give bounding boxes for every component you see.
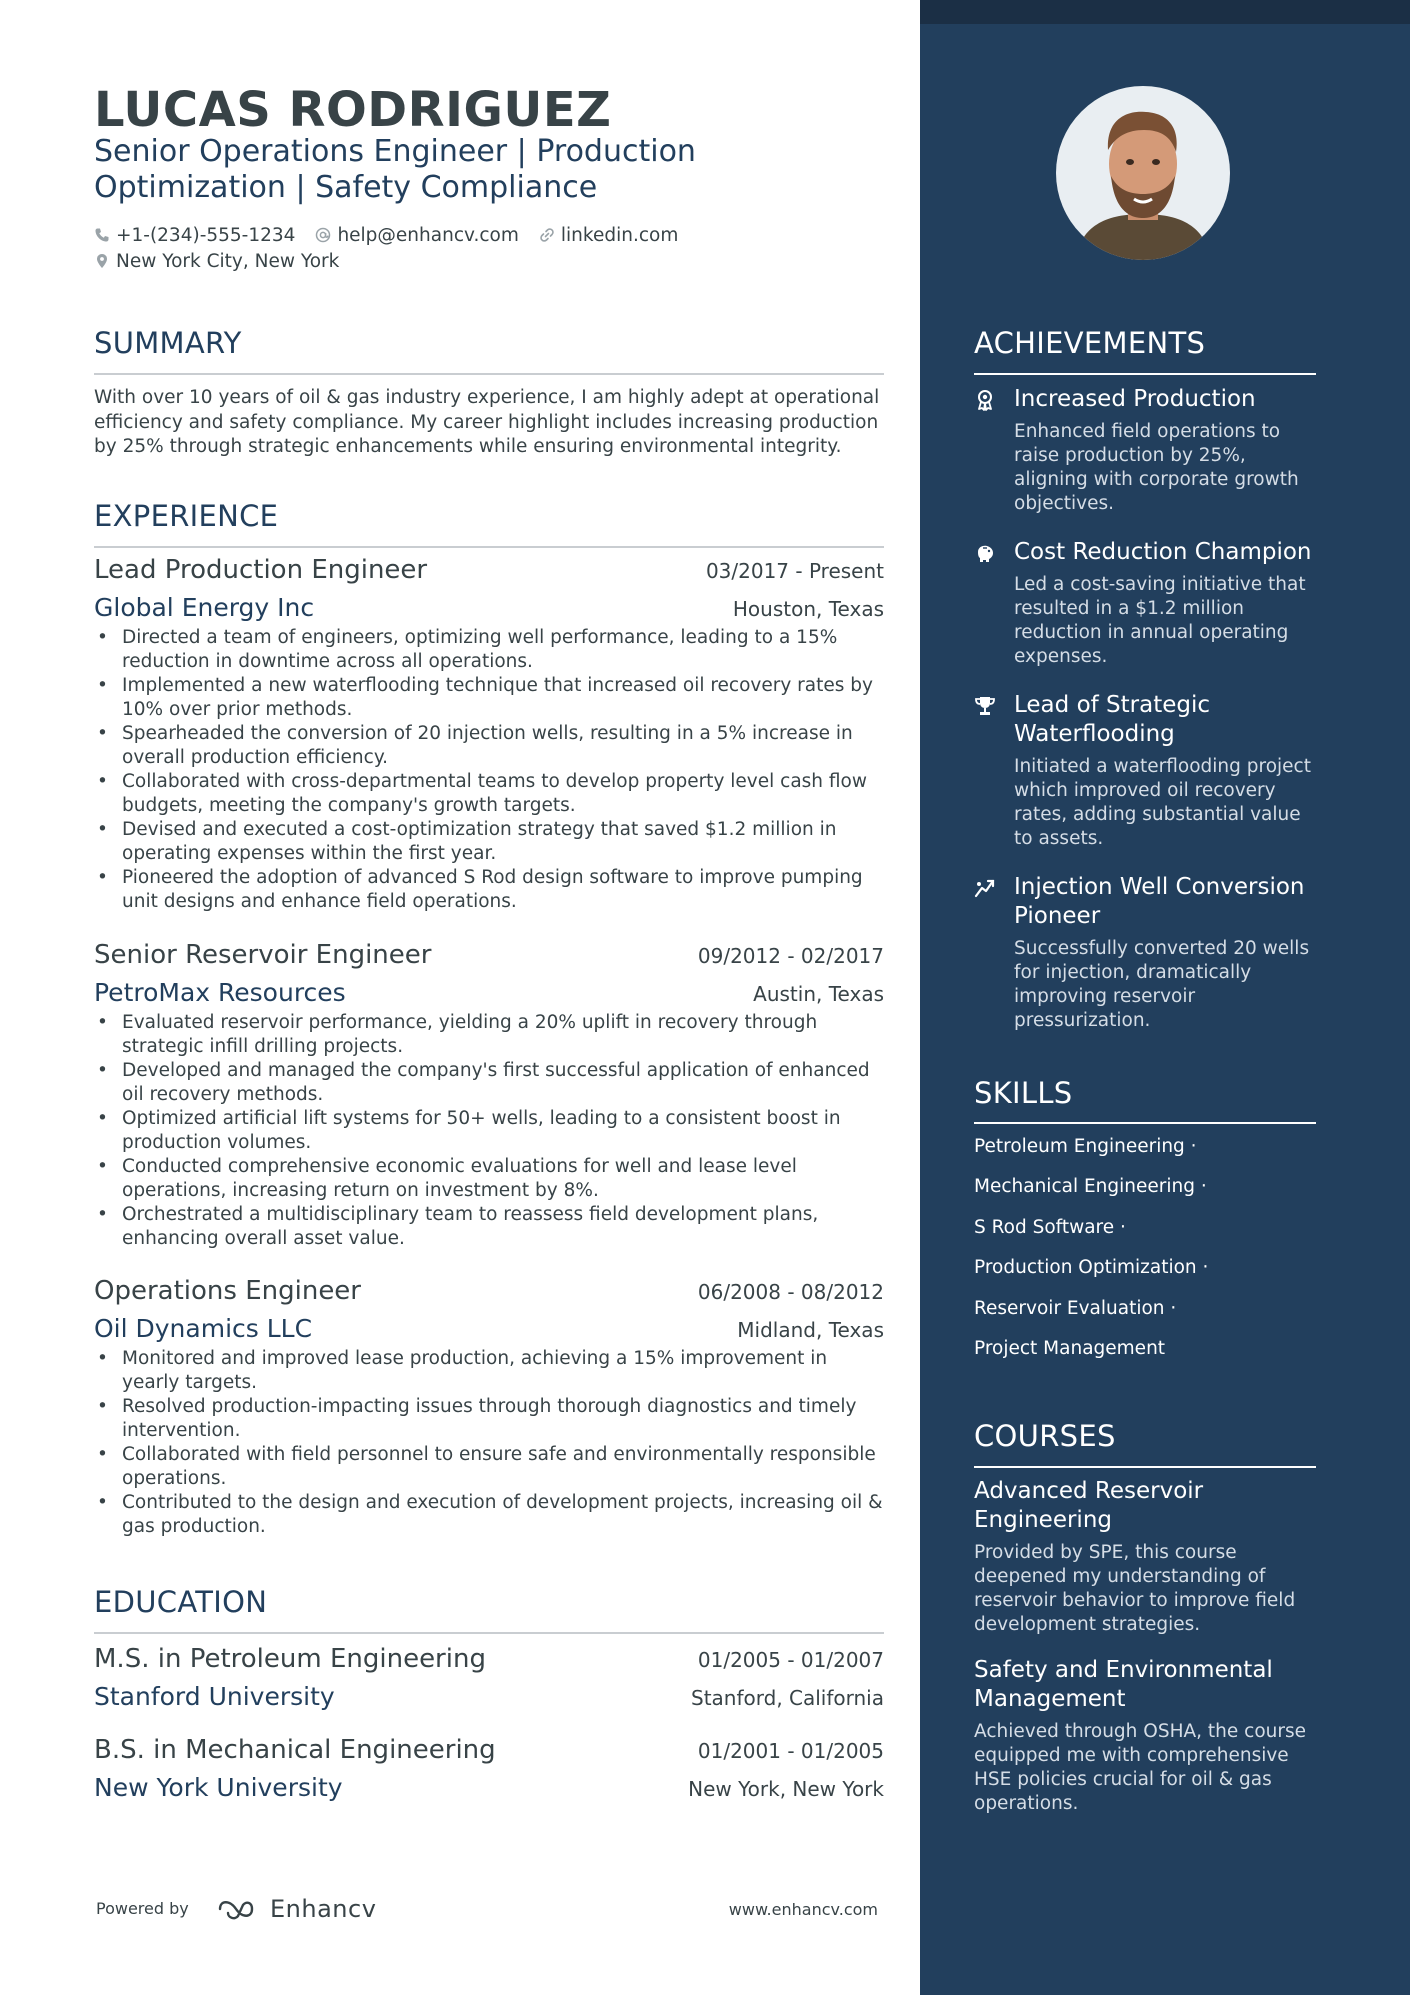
course-item bbox=[974, 1656, 1316, 1816]
piggy-bank-icon bbox=[974, 542, 996, 564]
job-company: Oil Dynamics LLC bbox=[94, 1314, 313, 1343]
education-dates: 01/2001 - 01/2005 bbox=[697, 1739, 884, 1763]
course-title: Safety and Environmental Management bbox=[974, 1657, 1273, 1712]
brand-name: Enhancv bbox=[270, 1895, 377, 1923]
course-description: Achieved through OSHA, the course equipped me with comprehensive HSE policies crucial for oil & gas operations. bbox=[974, 1721, 1306, 1814]
phone-text[interactable]: +1-(234)-555-1234 bbox=[116, 224, 296, 246]
skills-divider bbox=[974, 1122, 1316, 1124]
summary-text: With over 10 years of oil & gas industry experience, I am highly adept at operational efficiency and safety compliance. My career highlight includes increasing production by 25% through strategic enhancements while ensuring environmental integrity. bbox=[94, 387, 880, 457]
achievement-description: Successfully converted 20 wells for injection, dramatically improving reservoir pressurization. bbox=[1014, 938, 1310, 1031]
job-bullets bbox=[94, 1347, 884, 1539]
bullet-item: • Pioneered the adoption of advanced S Rod design software to improve pumping unit designs and enhance field operations. bbox=[94, 866, 884, 914]
achievement-item bbox=[974, 538, 1316, 669]
link-icon bbox=[539, 227, 555, 243]
job-dates: 06/2008 - 08/2012 bbox=[697, 1280, 884, 1304]
linkedin-contact bbox=[539, 225, 678, 246]
bullet-item: • Directed a team of engineers, optimizing well performance, leading to a 15% reduction in downtime across all operations. bbox=[94, 626, 884, 674]
bullet-item: • Contributed to the design and execution of development projects, increasing oil & gas production. bbox=[94, 1491, 884, 1539]
achievement-title: Lead of Strategic Waterflooding bbox=[1014, 692, 1211, 747]
bullet-item: • Monitored and improved lease production, achieving a 15% improvement in yearly targets. bbox=[94, 1347, 884, 1395]
course-item bbox=[974, 1477, 1316, 1637]
skill-item: Mechanical Engineering · bbox=[974, 1176, 1207, 1197]
achievement-title: Cost Reduction Champion bbox=[1014, 539, 1312, 565]
courses-heading: COURSES bbox=[974, 1419, 1116, 1453]
job-bullets bbox=[94, 626, 884, 914]
achievement-description: Enhanced field operations to raise production by 25%, aligning with corporate growth objectives. bbox=[1014, 421, 1299, 514]
skill-item: Reservoir Evaluation · bbox=[974, 1298, 1177, 1319]
email-text[interactable]: help@enhancv.com bbox=[337, 224, 519, 246]
bullet-item: • Conducted comprehensive economic evaluations for well and lease level operations, increasing return on investment by 8%. bbox=[94, 1155, 884, 1203]
experience-heading: EXPERIENCE bbox=[94, 499, 279, 533]
job-entry bbox=[94, 555, 884, 914]
contact-info bbox=[94, 222, 874, 274]
achievement-title: Injection Well Conversion Pioneer bbox=[1014, 874, 1305, 929]
skills-heading: SKILLS bbox=[974, 1076, 1073, 1110]
courses-divider bbox=[974, 1466, 1316, 1468]
growth-chart-icon bbox=[974, 877, 996, 899]
achievement-item bbox=[974, 873, 1316, 1033]
job-company: PetroMax Resources bbox=[94, 978, 346, 1007]
education-entry bbox=[94, 1644, 884, 1711]
school-location: New York, New York bbox=[688, 1777, 884, 1801]
website-link[interactable]: www.enhancv.com bbox=[728, 1900, 878, 1919]
skill-item: Project Management bbox=[974, 1338, 1166, 1359]
bullet-item: • Collaborated with field personnel to ensure safe and environmentally responsible operations. bbox=[94, 1443, 884, 1491]
candidate-name: LUCAS RODRIGUEZ bbox=[94, 82, 612, 138]
achievement-item bbox=[974, 385, 1316, 516]
profile-photo bbox=[1056, 86, 1230, 260]
job-location: Austin, Texas bbox=[753, 982, 884, 1006]
avatar bbox=[1056, 86, 1230, 260]
phone-icon bbox=[94, 227, 110, 243]
job-bullets bbox=[94, 1011, 884, 1251]
bullet-item: • Devised and executed a cost-optimization strategy that saved $1.2 million in operating expenses within the first year. bbox=[94, 818, 884, 866]
phone-contact bbox=[94, 225, 295, 246]
location-pin-icon bbox=[94, 253, 110, 269]
bullet-item: • Spearheaded the conversion of 20 injection wells, resulting in a 5% increase in overall production efficiency. bbox=[94, 722, 884, 770]
at-icon bbox=[315, 227, 331, 243]
achievement-description: Initiated a waterflooding project which improved oil recovery rates, adding substantial value to assets. bbox=[1014, 756, 1311, 849]
footer bbox=[96, 1895, 878, 1925]
course-description: Provided by SPE, this course deepened my understanding of reservoir behavior to improve field development strategies. bbox=[974, 1542, 1296, 1635]
job-title: Operations Engineer bbox=[94, 1276, 361, 1306]
summary-divider bbox=[94, 373, 884, 375]
bullet-item: • Collaborated with cross-departmental teams to develop property level cash flow budgets, meeting the company's growth targets. bbox=[94, 770, 884, 818]
education-dates: 01/2005 - 01/2007 bbox=[697, 1648, 884, 1672]
achievement-title: Increased Production bbox=[1014, 386, 1256, 412]
trophy-icon bbox=[974, 695, 996, 717]
experience-divider bbox=[94, 546, 884, 548]
achievement-item bbox=[974, 691, 1316, 851]
job-entry bbox=[94, 1276, 884, 1539]
location-text: New York City, New York bbox=[116, 250, 340, 272]
bullet-item: • Orchestrated a multidisciplinary team to reassess field development plans, enhancing overall asset value. bbox=[94, 1203, 884, 1251]
bullet-item: • Evaluated reservoir performance, yielding a 20% uplift in recovery through strategic infill drilling projects. bbox=[94, 1011, 884, 1059]
candidate-headline: Senior Operations Engineer | Production Optimization | Safety Compliance bbox=[94, 134, 696, 205]
job-title: Lead Production Engineer bbox=[94, 555, 428, 585]
course-title: Advanced Reservoir Engineering bbox=[974, 1478, 1204, 1533]
job-entry bbox=[94, 940, 884, 1251]
award-ribbon-icon bbox=[974, 389, 996, 411]
degree-title: M.S. in Petroleum Engineering bbox=[94, 1644, 486, 1674]
skill-item: S Rod Software · bbox=[974, 1217, 1126, 1238]
school-location: Stanford, California bbox=[691, 1686, 884, 1710]
email-contact bbox=[315, 225, 518, 246]
school-name: New York University bbox=[94, 1773, 343, 1802]
bullet-item: • Resolved production-impacting issues through thorough diagnostics and timely intervention. bbox=[94, 1395, 884, 1443]
skill-item: Production Optimization · bbox=[974, 1257, 1209, 1278]
linkedin-text[interactable]: linkedin.com bbox=[560, 224, 679, 246]
bullet-item: • Developed and managed the company's first successful application of enhanced oil recovery methods. bbox=[94, 1059, 884, 1107]
job-title: Senior Reservoir Engineer bbox=[94, 940, 432, 970]
sidebar-top-band bbox=[920, 0, 1410, 24]
job-location: Houston, Texas bbox=[732, 597, 884, 621]
job-company: Global Energy Inc bbox=[94, 593, 315, 622]
education-divider bbox=[94, 1632, 884, 1634]
achievements-divider bbox=[974, 373, 1316, 375]
achievements-heading: ACHIEVEMENTS bbox=[974, 326, 1206, 360]
job-location: Midland, Texas bbox=[737, 1318, 884, 1342]
bullet-item: • Implemented a new waterflooding technique that increased oil recovery rates by 10% over prior methods. bbox=[94, 674, 884, 722]
degree-title: B.S. in Mechanical Engineering bbox=[94, 1735, 496, 1765]
enhancv-logo[interactable] bbox=[216, 1895, 376, 1923]
summary-heading: SUMMARY bbox=[94, 326, 242, 360]
education-entry bbox=[94, 1735, 884, 1802]
job-dates: 03/2017 - Present bbox=[705, 559, 884, 583]
job-dates: 09/2012 - 02/2017 bbox=[697, 944, 884, 968]
school-name: Stanford University bbox=[94, 1682, 335, 1711]
achievement-description: Led a cost-saving initiative that resulted in a $1.2 million reduction in annual operating expenses. bbox=[1014, 574, 1306, 667]
skill-item: Petroleum Engineering · bbox=[974, 1136, 1197, 1157]
education-heading: EDUCATION bbox=[94, 1585, 268, 1619]
location-contact bbox=[94, 251, 339, 272]
powered-by-label: Powered by bbox=[96, 1899, 189, 1918]
bullet-item: • Optimized artificial lift systems for 50+ wells, leading to a consistent boost in production volumes. bbox=[94, 1107, 884, 1155]
enhancv-logo-icon bbox=[216, 1896, 264, 1922]
